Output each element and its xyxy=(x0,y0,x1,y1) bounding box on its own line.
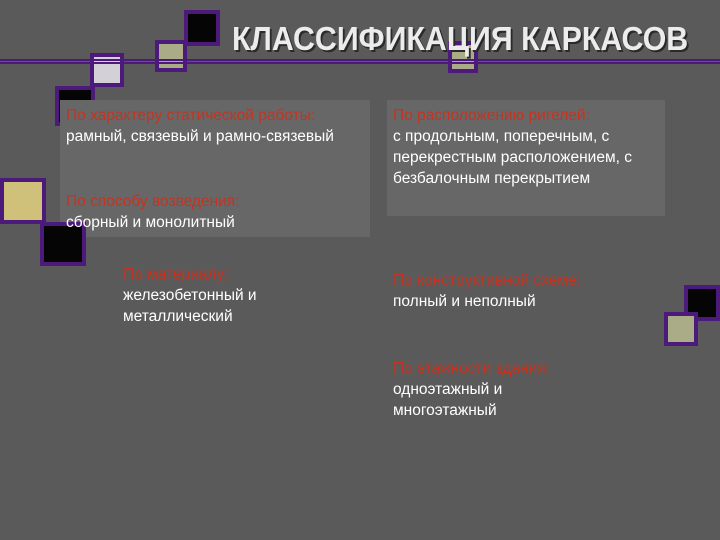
structural-scheme-item xyxy=(393,270,583,312)
crossbar-arrangement-heading: По расположению ригелей: xyxy=(393,107,590,124)
structural-scheme-values: полный и неполный xyxy=(393,293,536,310)
material-item xyxy=(123,264,313,327)
title-underline xyxy=(0,59,720,64)
building-storeys-values: одноэтажный и многоэтажный xyxy=(393,381,503,419)
construction-method-item xyxy=(66,191,366,233)
construction-method-values: сборный и монолитный xyxy=(66,214,235,231)
material-heading: По материалу: xyxy=(123,266,229,283)
crossbar-arrangement-item xyxy=(393,105,659,189)
material-values: железобетонный и металлический xyxy=(123,287,257,325)
structural-scheme-heading: По конструктивной схеме: xyxy=(393,272,581,289)
decor-square-olive-top xyxy=(155,40,187,72)
construction-method-heading: По способу возведения: xyxy=(66,193,240,210)
decor-square-black-top xyxy=(184,10,220,46)
decor-square-olive-right xyxy=(664,312,698,346)
building-storeys-item xyxy=(393,358,603,421)
page-title: КЛАССИФИКАЦИЯ КАРКАСОВ xyxy=(232,20,689,57)
static-work-item xyxy=(66,105,366,147)
static-work-heading: По характеру статической работы: xyxy=(66,107,316,124)
building-storeys-heading: По этажности здания: xyxy=(393,360,550,377)
static-work-values: рамный, связевый и рамно-связевый xyxy=(66,128,334,145)
crossbar-arrangement-values: с продольным, поперечным, с перекрестным расположением, с безбалочным перекрытием xyxy=(393,128,632,187)
decor-square-yellow xyxy=(0,178,46,224)
